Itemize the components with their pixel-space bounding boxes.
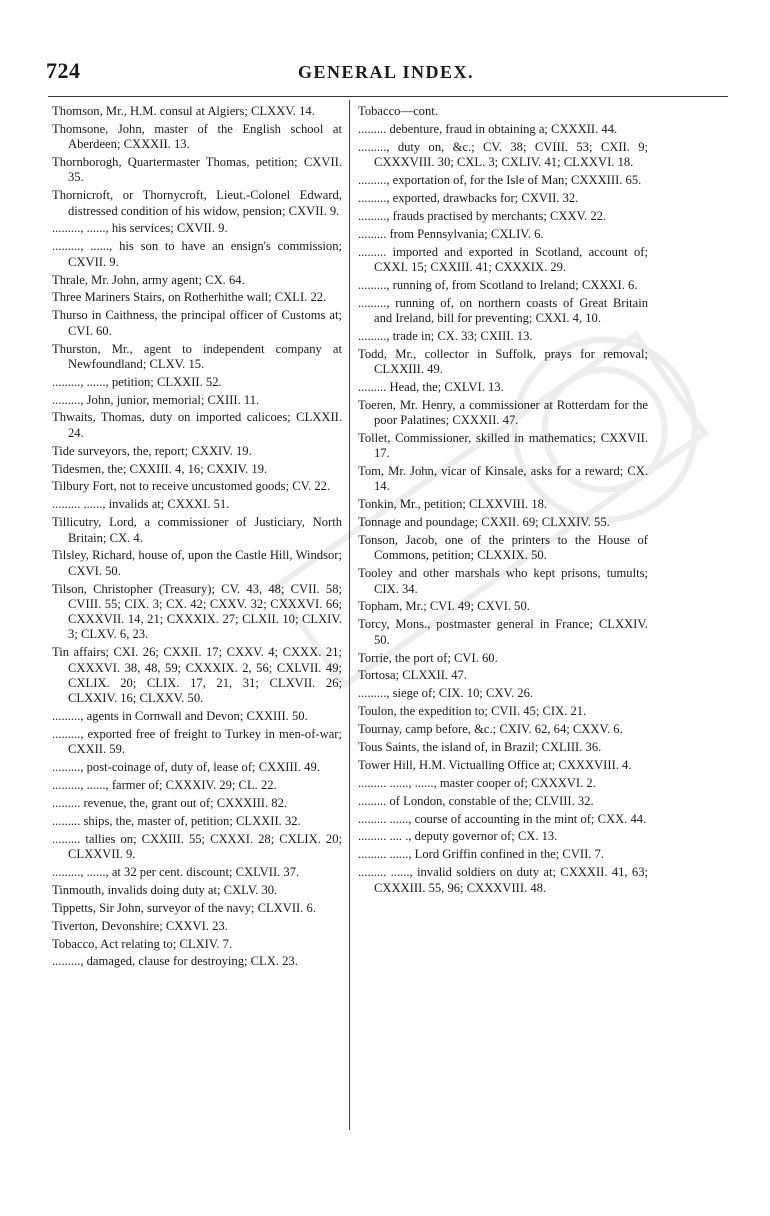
column-divider bbox=[349, 100, 350, 1130]
index-entry: ......... imported and exported in Scotland, account of; CXXI. 15; CXXIII. 41; CXXXIX. 29. bbox=[358, 244, 648, 274]
index-entry: Tonkin, Mr., petition; CLXXVIII. 18. bbox=[358, 497, 548, 512]
index-entry: ........., ......, farmer of; CXXXIV. 29; CL. 22. bbox=[52, 778, 277, 793]
index-entry: ......... revenue, the, grant out of; CXXXIII. 82. bbox=[52, 796, 288, 811]
index-entry: Tiverton, Devonshire; CXXVI. 23. bbox=[52, 918, 228, 933]
index-entry: Tonnage and poundage; CXXII. 69; CLXXIV. 55. bbox=[358, 515, 610, 530]
index-entry: Torcy, Mons., postmaster general in France; CLXXIV. 50. bbox=[358, 617, 648, 647]
index-entry: Toulon, the expedition to; CVII. 45; CIX. 21. bbox=[358, 704, 587, 719]
index-entry: Tonson, Jacob, one of the printers to the House of Commons, petition; CLXXIX. 50. bbox=[358, 533, 648, 563]
index-entry: Thwaits, Thomas, duty on imported calicoes; CLXXII. 24. bbox=[52, 410, 342, 440]
index-entry: ........., running of, from Scotland to Ireland; CXXXI. 6. bbox=[358, 277, 638, 292]
index-entry: ......... ......, invalids at; CXXXI. 51. bbox=[52, 497, 230, 512]
page-number: 724 bbox=[46, 58, 81, 83]
index-entry: ........., exported free of freight to Turkey in men-of-war; CXXII. 59. bbox=[52, 727, 342, 757]
index-entry: Tollet, Commissioner, skilled in mathematics; CXXVII. 17. bbox=[358, 430, 648, 461]
index-entry: Todd, Mr., collector in Suffolk, prays for removal; CLXXIII. 49. bbox=[358, 346, 648, 376]
index-entry: Tom, Mr. John, vicar of Kinsale, asks for a reward; CX. 14. bbox=[358, 464, 648, 494]
index-entry: Tortosa; CLXXII. 47. bbox=[358, 668, 467, 683]
running-title: GENERAL INDEX. bbox=[297, 62, 475, 82]
index-entry: Tilsley, Richard, house of, upon the Castle Hill, Windsor; CXVI. 50. bbox=[52, 548, 342, 578]
index-entry: ......... ships, the, master of, petition; CLXXII. 32. bbox=[52, 813, 301, 828]
index-entry: ........., running of, on northern coasts of Great Britain and Ireland, bill for preventing; CXXI. 4, 10. bbox=[358, 295, 648, 325]
index-entry: Thornborogh, Quartermaster Thomas, petition; CXVII. 35. bbox=[52, 155, 342, 185]
index-entry: ........., frauds practised by merchants; CXXV. 22. bbox=[358, 208, 607, 223]
index-entry: Thornicroft, or Thornycroft, Lieut.-Colonel Edward, distressed condition of his widow, pension; CXVII. 9. bbox=[52, 188, 342, 218]
index-entry: ......... ......, ......, master cooper of; CXXXVI. 2. bbox=[358, 775, 596, 790]
index-entry: ......... ......, course of accounting in the mint of; CXX. 44. bbox=[358, 811, 647, 826]
index-entry: Tous Saints, the island of, in Brazil; CXLIII. 36. bbox=[358, 740, 602, 755]
index-column-left bbox=[52, 104, 342, 972]
index-entry: Tilson, Christopher (Treasury); CV. 43, 48; CVII. 58; CVIII. 55; CIX. 3; CX. 42; CXXV. 32; CXXXVI. 66; CXXXVII. 14, 21; CXXXIX. 27; CLXII. 10; CLXIV. 3; CLXV. 6, 23. bbox=[52, 581, 342, 642]
index-entry: Tooley and other marshals who kept prisons, tumults; CIX. 34. bbox=[358, 566, 648, 596]
index-entry: ........., ......, petition; CLXXII. 52. bbox=[52, 374, 222, 389]
index-entry: ........., post-coinage of, duty of, lease of; CXXIII. 49. bbox=[52, 760, 320, 775]
index-entry: Three Mariners Stairs, on Rotherhithe wall; CXLI. 22. bbox=[52, 290, 327, 305]
index-entry: ........., siege of; CIX. 10; CXV. 26. bbox=[358, 686, 534, 701]
index-entry: Tournay, camp before, &c.; CXIV. 62, 64; CXXV. 6. bbox=[358, 722, 623, 737]
index-entry: Thomson, Mr., H.M. consul at Algiers; CLXXV. 14. bbox=[52, 104, 315, 118]
header-rule bbox=[48, 96, 728, 97]
index-entry: Tilbury Fort, not to receive uncustomed goods; CV. 22. bbox=[52, 479, 331, 494]
index-entry: ........., trade in; CX. 33; CXIII. 13. bbox=[358, 328, 533, 343]
index-column-right bbox=[358, 104, 648, 898]
index-entry: ........., exported, drawbacks for; CXVII. 32. bbox=[358, 190, 579, 205]
index-entry: ........., ......, his son to have an ensign's commission; CXVII. 9. bbox=[52, 239, 342, 269]
index-entry: ........., John, junior, memorial; CXIII. 11. bbox=[52, 392, 260, 407]
index-entry: Topham, Mr.; CVI. 49; CXVI. 50. bbox=[358, 599, 530, 614]
index-entry: Tower Hill, H.M. Victualling Office at; CXXXVIII. 4. bbox=[358, 757, 632, 772]
index-entry: ......... .... ., deputy governor of; CX. 13. bbox=[358, 829, 558, 844]
index-entry: Tin affairs; CXI. 26; CXXII. 17; CXXV. 4; CXXX. 21; CXXXVI. 38, 48, 59; CXXXIX. 2, 56; CXLVII. 49; CXLIX. 20; CLIX. 17, 21, 31; CLXVII. 26; CLXXIV. 16; CLXXV. 50. bbox=[52, 645, 342, 706]
index-entry: ......... Head, the; CXLVI. 13. bbox=[358, 379, 504, 394]
index-entry: Thurston, Mr., agent to independent company at Newfoundland; CLXV. 15. bbox=[52, 341, 342, 371]
index-entry: Tillicutry, Lord, a commissioner of Justiciary, North Britain; CX. 4. bbox=[52, 515, 342, 545]
index-entry: ......... ......, invalid soldiers on duty at; CXXXII. 41, 63; CXXXIII. 55, 96; CXXXVIII. 48. bbox=[358, 865, 648, 895]
index-entry: ......... debenture, fraud in obtaining a; CXXXII. 44. bbox=[358, 121, 618, 136]
index-entry: Tinmouth, invalids doing duty at; CXLV. 30. bbox=[52, 882, 278, 897]
index-entry: Tobacco, Act relating to; CLXIV. 7. bbox=[52, 936, 233, 951]
index-entry: ......... tallies on; CXXIII. 55; CXXXI. 28; CXLIX. 20; CLXXVII. 9. bbox=[52, 831, 342, 862]
index-entry: Tidesmen, the; CXXIII. 4, 16; CXXIV. 19. bbox=[52, 461, 268, 476]
index-entry: ......... of London, constable of the; CLVIII. 32. bbox=[358, 793, 594, 808]
index-entry: Torrie, the port of; CVI. 60. bbox=[358, 650, 498, 665]
index-entry: Thurso in Caithness, the principal officer of Customs at; CVI. 60. bbox=[52, 308, 342, 338]
index-entry: Toeren, Mr. Henry, a commissioner at Rotterdam for the poor Palatines; CXXXII. 47. bbox=[358, 397, 648, 428]
index-entry: ........., ......, at 32 per cent. discount; CXLVII. 37. bbox=[52, 864, 300, 879]
page-header bbox=[46, 58, 726, 88]
index-entry: ........., damaged, clause for destroying; CLX. 23. bbox=[52, 954, 298, 969]
index-entry: Thrale, Mr. John, army agent; CX. 64. bbox=[52, 272, 245, 287]
index-entry: ........., agents in Cornwall and Devon; CXXIII. 50. bbox=[52, 709, 308, 724]
index-entry: ......... from Pennsylvania; CXLIV. 6. bbox=[358, 226, 544, 241]
index-entry: ......... ......, Lord Griffin confined in the; CVII. 7. bbox=[358, 847, 605, 862]
index-entry: Tobacco—cont. bbox=[358, 104, 438, 118]
index-entry: Thomsone, John, master of the English school at Aberdeen; CXXXII. 13. bbox=[52, 121, 342, 152]
index-entry: ........., duty on, &c.; CV. 38; CVIII. 53; CXII. 9; CXXXVIII. 30; CXL. 3; CXLIV. 41; CLXXVI. 18. bbox=[358, 139, 648, 170]
index-entry: Tide surveyors, the, report; CXXIV. 19. bbox=[52, 443, 252, 458]
index-entry: Tippetts, Sir John, surveyor of the navy; CLXVII. 6. bbox=[52, 900, 316, 915]
index-entry: ........., ......, his services; CXVII. 9. bbox=[52, 221, 228, 236]
index-entry: ........., exportation of, for the Isle of Man; CXXXIII. 65. bbox=[358, 172, 642, 187]
